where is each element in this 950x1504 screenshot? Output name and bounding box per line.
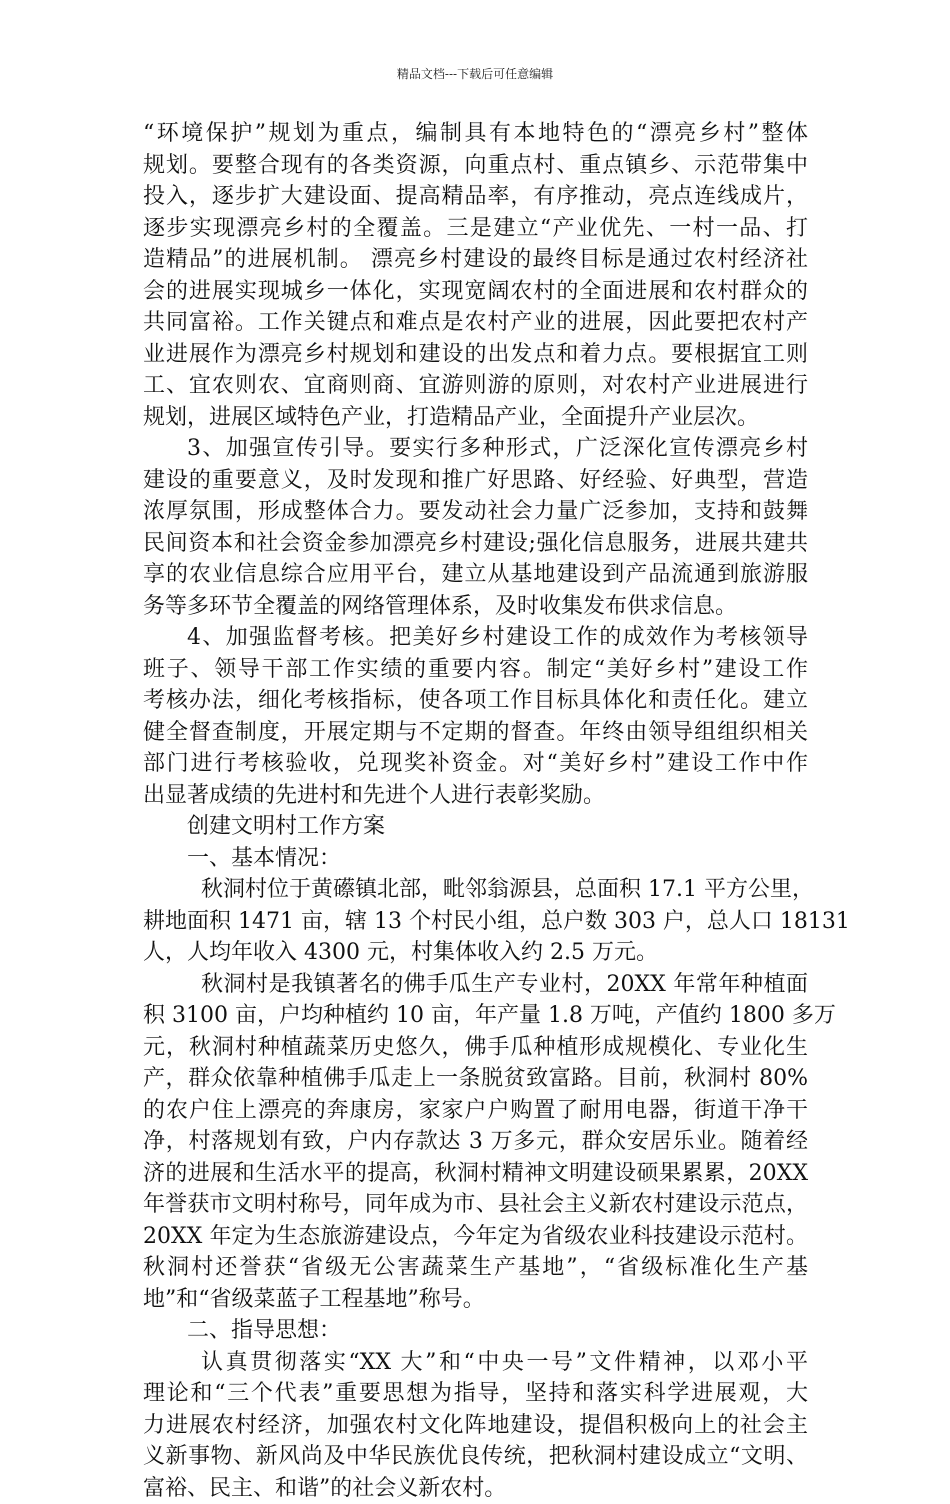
text-line: 业进展作为漂亮乡村规划和建设的出发点和着力点。要根据宜工则 bbox=[143, 339, 808, 371]
text-line: 产，群众依靠种植佛手瓜走上一条脱贫致富路。目前，秋洞村 80% bbox=[143, 1063, 808, 1095]
text-line: 秋洞村是我镇著名的佛手瓜生产专业村，20XX 年常年种植面 bbox=[143, 969, 808, 1001]
section-heading: 一、基本情况： bbox=[143, 843, 808, 875]
text-line: 出显著成绩的先进村和先进个人进行表彰奖励。 bbox=[143, 780, 808, 812]
text-line: 部门进行考核验收，兑现奖补资金。对“美好乡村”建设工作中作 bbox=[143, 748, 808, 780]
text-line: 力进展农村经济，加强农村文化阵地建设，提倡积极向上的社会主 bbox=[143, 1410, 808, 1442]
text-line: 人，人均年收入 4300 元，村集体收入约 2.5 万元。 bbox=[143, 937, 808, 969]
text-line: 理论和“三个代表”重要思想为指导，坚持和落实科学进展观，大 bbox=[143, 1378, 808, 1410]
text-line: 浓厚氛围，形成整体合力。要发动社会力量广泛参加，支持和鼓舞 bbox=[143, 496, 808, 528]
text-line: 建设的重要意义，及时发现和推广好思路、好经验、好典型，营造 bbox=[143, 465, 808, 497]
section-heading: 二、指导思想： bbox=[143, 1315, 808, 1347]
text-line: 健全督查制度，开展定期与不定期的督查。年终由领导组组织相关 bbox=[143, 717, 808, 749]
text-line: 耕地面积 1471 亩，辖 13 个村民小组，总户数 303 户，总人口 18131 bbox=[143, 906, 808, 938]
text-line: 考核办法，细化考核指标，使各项工作目标具体化和责任化。建立 bbox=[143, 685, 808, 717]
text-line: 班子、领导干部工作实绩的重要内容。制定“美好乡村”建设工作 bbox=[143, 654, 808, 686]
document-body bbox=[143, 118, 808, 1504]
text-line: 济的进展和生活水平的提高，秋洞村精神文明建设硕果累累，20XX bbox=[143, 1158, 808, 1190]
text-line: 的农户住上漂亮的奔康房，家家户户购置了耐用电器，街道干净干 bbox=[143, 1095, 808, 1127]
text-line: 民间资本和社会资金参加漂亮乡村建设;强化信息服务，进展共建共 bbox=[143, 528, 808, 560]
text-line: 秋洞村还誉获“省级无公害蔬菜生产基地”，“省级标准化生产基 bbox=[143, 1252, 808, 1284]
text-line: 认真贯彻落实“XX 大”和“中央一号”文件精神，以邓小平 bbox=[143, 1347, 808, 1379]
text-line: 20XX 年定为生态旅游建设点，今年定为省级农业科技建设示范村。 bbox=[143, 1221, 808, 1253]
text-line: 投入，逐步扩大建设面、提高精品率，有序推动，亮点连线成片， bbox=[143, 181, 808, 213]
text-line: 享的农业信息综合应用平台，建立从基地建设到产品流通到旅游服 bbox=[143, 559, 808, 591]
text-line: 元，秋洞村种植蔬菜历史悠久，佛手瓜种植形成规模化、专业化生 bbox=[143, 1032, 808, 1064]
text-line: 规划，进展区域特色产业，打造精品产业，全面提升产业层次。 bbox=[143, 402, 808, 434]
text-line: 富裕、民主、和谐”的社会义新农村。 bbox=[143, 1473, 808, 1504]
text-line: 秋洞村位于黄礤镇北部，毗邻翁源县，总面积 17.1 平方公里， bbox=[143, 874, 808, 906]
text-line: 共同富裕。工作关键点和难点是农村产业的进展，因此要把农村产 bbox=[143, 307, 808, 339]
section-title: 创建文明村工作方案 bbox=[143, 811, 808, 843]
text-line: 造精品”的进展机制。 漂亮乡村建设的最终目标是通过农村经济社 bbox=[143, 244, 808, 276]
text-line: 地”和“省级菜蓝子工程基地”称号。 bbox=[143, 1284, 808, 1316]
page-header: 精品文档---下载后可任意编辑 bbox=[0, 66, 950, 82]
text-line: 年誉获市文明村称号，同年成为市、县社会主义新农村建设示范点， bbox=[143, 1189, 808, 1221]
text-line: 3、加强宣传引导。要实行多种形式，广泛深化宣传漂亮乡村 bbox=[143, 433, 808, 465]
text-line: 工、宜农则农、宜商则商、宜游则游的原则，对农村产业进展进行 bbox=[143, 370, 808, 402]
text-line: 义新事物、新风尚及中华民族优良传统，把秋洞村建设成立“文明、 bbox=[143, 1441, 808, 1473]
text-line: 逐步实现漂亮乡村的全覆盖。三是建立“产业优先、一村一品、打 bbox=[143, 213, 808, 245]
text-line: 规划。要整合现有的各类资源，向重点村、重点镇乡、示范带集中 bbox=[143, 150, 808, 182]
text-line: 会的进展实现城乡一体化，实现宽阔农村的全面进展和农村群众的 bbox=[143, 276, 808, 308]
text-line: 净，村落规划有致，户内存款达 3 万多元，群众安居乐业。随着经 bbox=[143, 1126, 808, 1158]
text-line: “环境保护”规划为重点，编制具有本地特色的“漂亮乡村”整体 bbox=[143, 118, 808, 150]
text-line: 积 3100 亩，户均种植约 10 亩，年产量 1.8 万吨，产值约 1800 多万 bbox=[143, 1000, 808, 1032]
text-line: 务等多环节全覆盖的网络管理体系，及时收集发布供求信息。 bbox=[143, 591, 808, 623]
text-line: 4、加强监督考核。把美好乡村建设工作的成效作为考核领导 bbox=[143, 622, 808, 654]
